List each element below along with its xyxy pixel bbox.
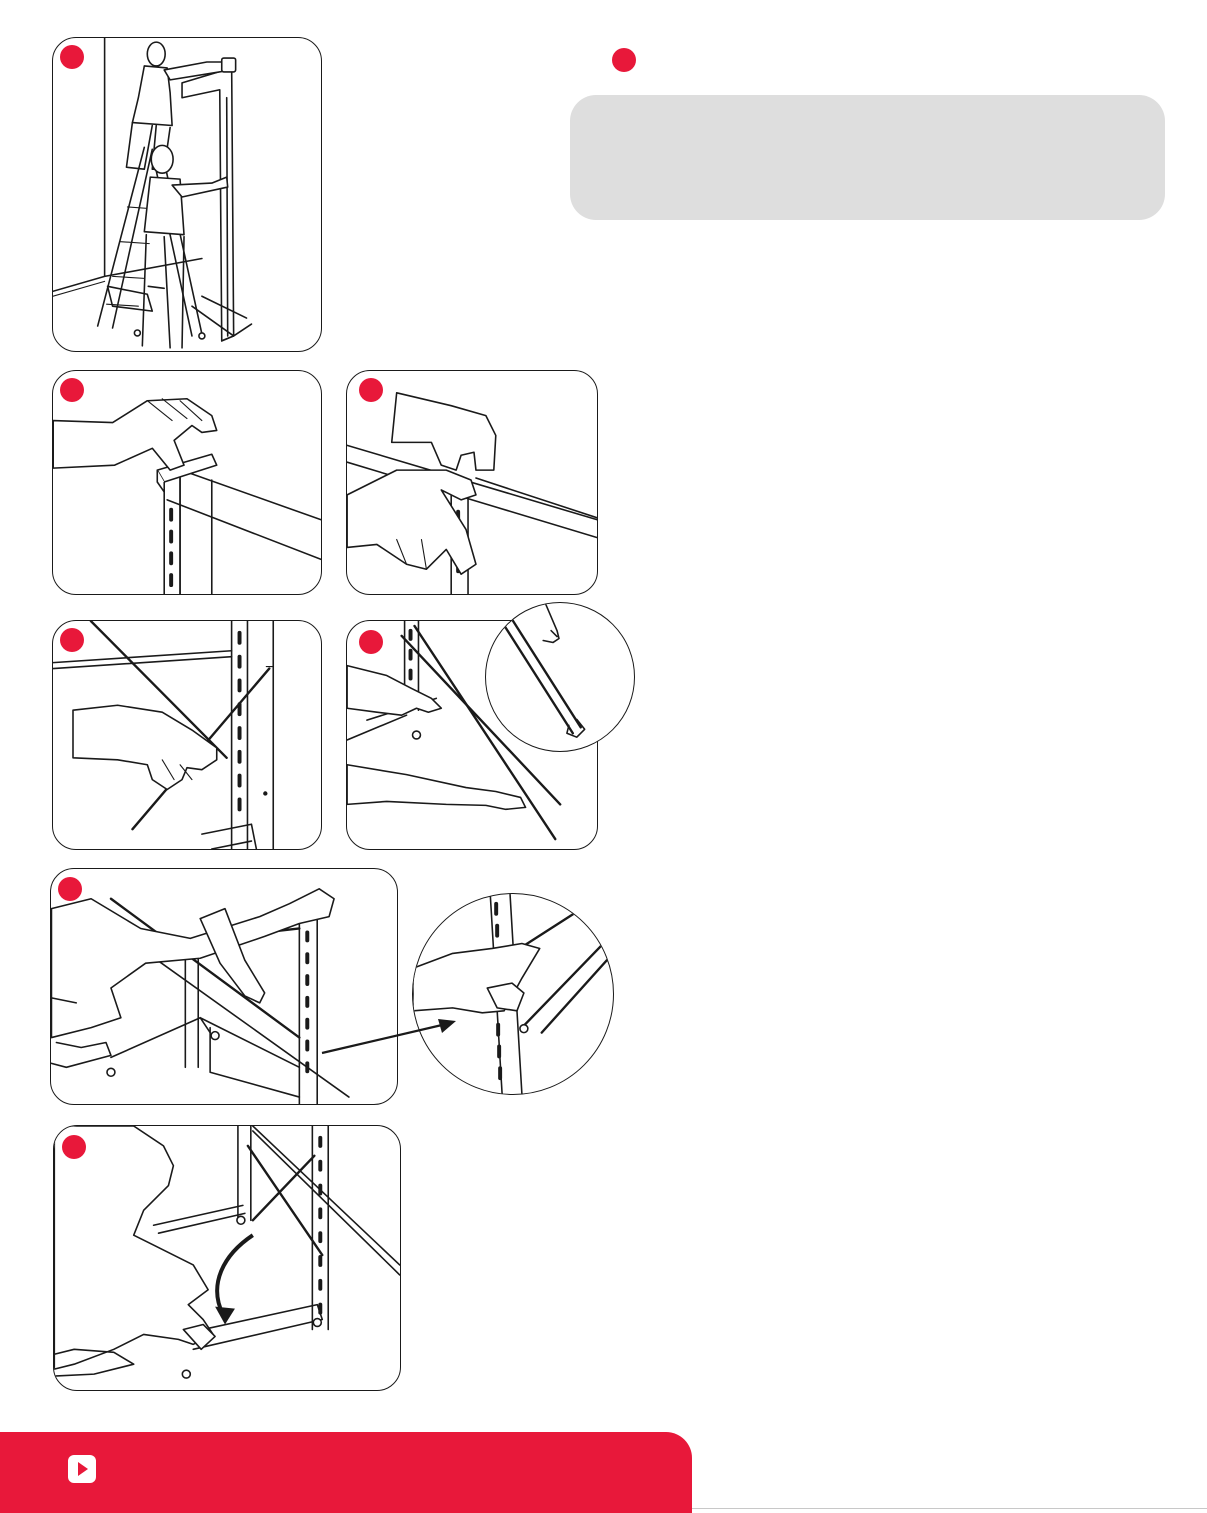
step-6-detail-zoom [412, 893, 614, 1095]
hook-end-detail [486, 603, 634, 751]
upright-slot-detail [413, 894, 613, 1094]
step-7-illustration [54, 1126, 400, 1390]
step-3-panel [346, 370, 598, 595]
step-1-panel [52, 37, 322, 352]
step-6-illustration [51, 869, 397, 1104]
step-5-detail-zoom [485, 602, 635, 752]
step-3-marker [359, 378, 383, 402]
step-7-marker [62, 1135, 86, 1159]
step-2-marker [60, 378, 84, 402]
play-arrow-icon[interactable] [68, 1455, 96, 1483]
step-6-panel [50, 868, 398, 1105]
note-box [570, 95, 1165, 220]
step-5-marker [359, 630, 383, 654]
step-4-marker [60, 628, 84, 652]
step-7-panel [53, 1125, 401, 1391]
step-2-illustration [53, 371, 321, 594]
zoom-pointer-arrow [320, 1015, 460, 1060]
header-step-marker [612, 48, 636, 72]
bottom-rule [692, 1508, 1207, 1509]
step-1-marker [60, 45, 84, 69]
step-4-illustration [53, 621, 321, 849]
step-2-panel [52, 370, 322, 595]
step-6-marker [58, 877, 82, 901]
step-4-panel [52, 620, 322, 850]
step-3-illustration [347, 371, 597, 594]
step-1-illustration [53, 38, 321, 351]
footer-bar [0, 1432, 692, 1513]
